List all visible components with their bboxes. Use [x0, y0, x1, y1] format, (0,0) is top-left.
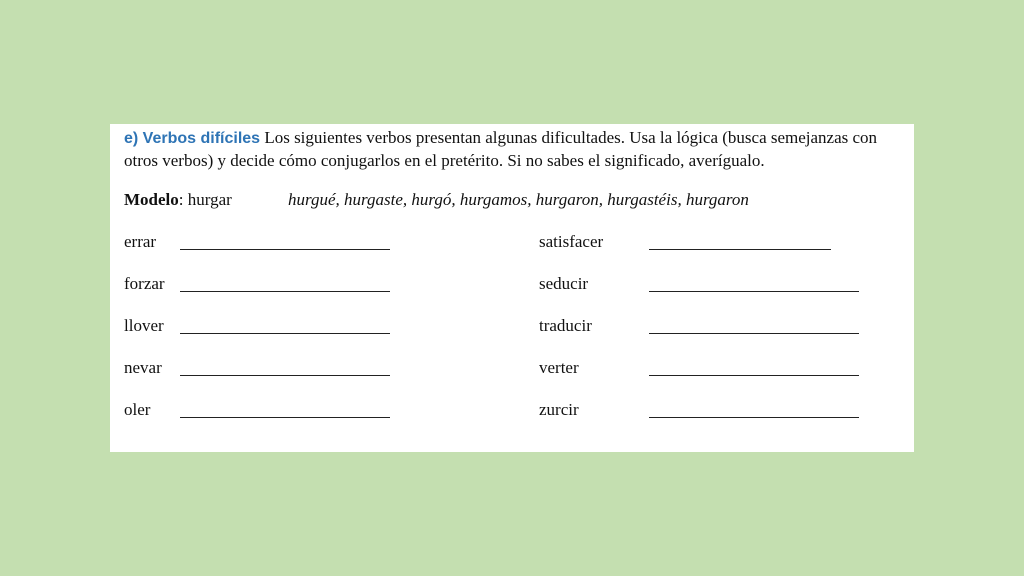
verb-label: nevar	[124, 358, 162, 377]
answer-blank[interactable]	[649, 417, 859, 418]
verb-label: forzar	[124, 274, 165, 293]
exercise-intro	[124, 127, 908, 172]
worksheet-card	[110, 124, 914, 452]
answer-blank[interactable]	[180, 375, 390, 376]
verb-label: zurcir	[539, 400, 579, 419]
verb-label: llover	[124, 316, 164, 335]
verb-label: seducir	[539, 274, 589, 293]
verb-label: traducir	[539, 316, 592, 335]
model-verb: hurgar	[187, 190, 232, 209]
exercise-heading: e) Verbos difíciles	[124, 130, 261, 147]
answer-blank[interactable]	[180, 291, 390, 292]
exercise-instructions: Los siguientes verbos presentan algunas dificultades. Usa la lógica (busca semejanzas con otros verbos) y decide cómo conjugarlos en el pretérito. Si no sabes el significado, averígualo.	[124, 128, 878, 170]
answer-blank[interactable]	[180, 333, 390, 334]
verb-label: satisfacer	[539, 232, 604, 251]
answer-blank[interactable]	[649, 249, 831, 250]
answer-blank[interactable]	[649, 291, 859, 292]
model-label: Modelo	[124, 190, 179, 209]
model-separator: :	[178, 190, 188, 209]
answer-blank[interactable]	[180, 249, 390, 250]
verb-label: verter	[539, 358, 579, 377]
model-forms: hurgué, hurgaste, hurgó, hurgamos, hurgaron, hurgastéis, hurgaron	[288, 190, 749, 209]
verb-label: oler	[124, 400, 151, 419]
answer-blank[interactable]	[180, 417, 390, 418]
answer-blank[interactable]	[649, 375, 859, 376]
answer-blank[interactable]	[649, 333, 859, 334]
model-example	[124, 190, 749, 210]
verb-label: errar	[124, 232, 157, 251]
